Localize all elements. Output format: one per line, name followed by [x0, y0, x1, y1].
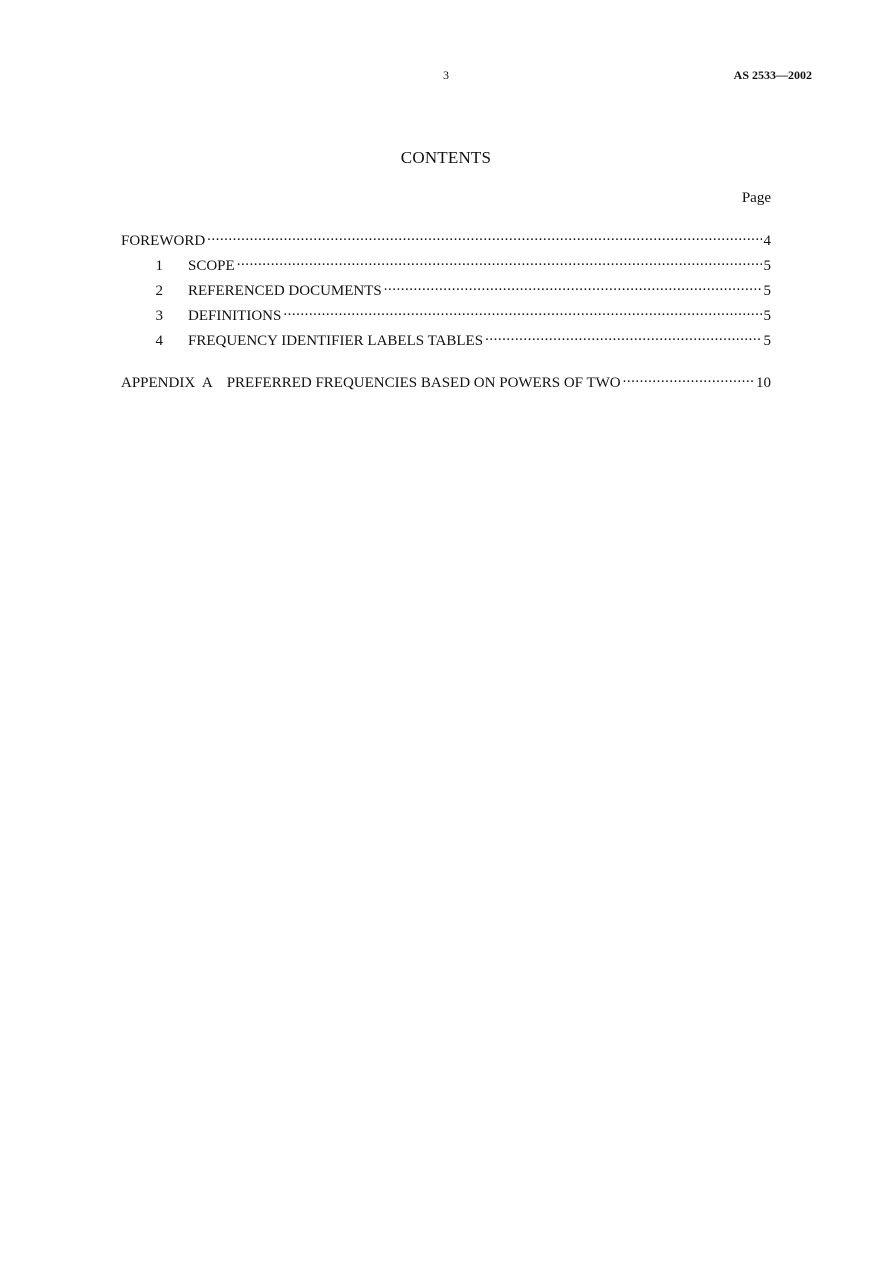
toc-entry-number: 1 [155, 258, 163, 274]
page-number: 3 [443, 68, 449, 82]
toc-leader [237, 255, 762, 270]
toc-entry-title: SCOPE [188, 258, 235, 274]
document-id: AS 2533—2002 [733, 68, 812, 82]
toc-entry-definitions[interactable] [121, 305, 771, 330]
toc-entry-number: 2 [155, 283, 163, 299]
toc-entry-title: DEFINITIONS [188, 308, 282, 324]
toc-leader [485, 330, 761, 345]
toc-entry-referenced-documents[interactable] [121, 280, 771, 305]
toc-entry-number: 3 [155, 308, 163, 324]
toc-leader [623, 372, 754, 387]
toc-entry-page: 5 [763, 283, 771, 299]
toc-leader [207, 230, 761, 245]
toc-entry-title: PREFERRED FREQUENCIES BASED ON POWERS OF TWO [226, 375, 621, 391]
toc-entry-page: 5 [763, 258, 771, 274]
toc-entry-appendix-a[interactable] [121, 372, 771, 397]
toc-entry-title: FOREWORD [121, 233, 206, 249]
page-column-label: Page [741, 190, 771, 206]
toc-leader [384, 280, 762, 295]
toc-entry-foreword[interactable] [121, 230, 771, 255]
toc-entry-number: 4 [155, 333, 163, 349]
toc-entry-page: 5 [763, 333, 771, 349]
toc-entry-title: REFERENCED DOCUMENTS [188, 283, 382, 299]
toc-entry-scope[interactable] [121, 255, 771, 280]
toc-entry-page: 5 [763, 308, 771, 324]
toc-entry-frequency-identifier-labels-tables[interactable] [121, 330, 771, 355]
table-of-contents [121, 230, 771, 397]
appendix-label: APPENDIX A [121, 375, 213, 391]
toc-leader [283, 305, 761, 320]
toc-entry-page: 10 [756, 375, 771, 391]
contents-title: CONTENTS [400, 148, 492, 167]
toc-entry-page: 4 [763, 233, 771, 249]
toc-entry-title: FREQUENCY IDENTIFIER LABELS TABLES [188, 333, 484, 349]
